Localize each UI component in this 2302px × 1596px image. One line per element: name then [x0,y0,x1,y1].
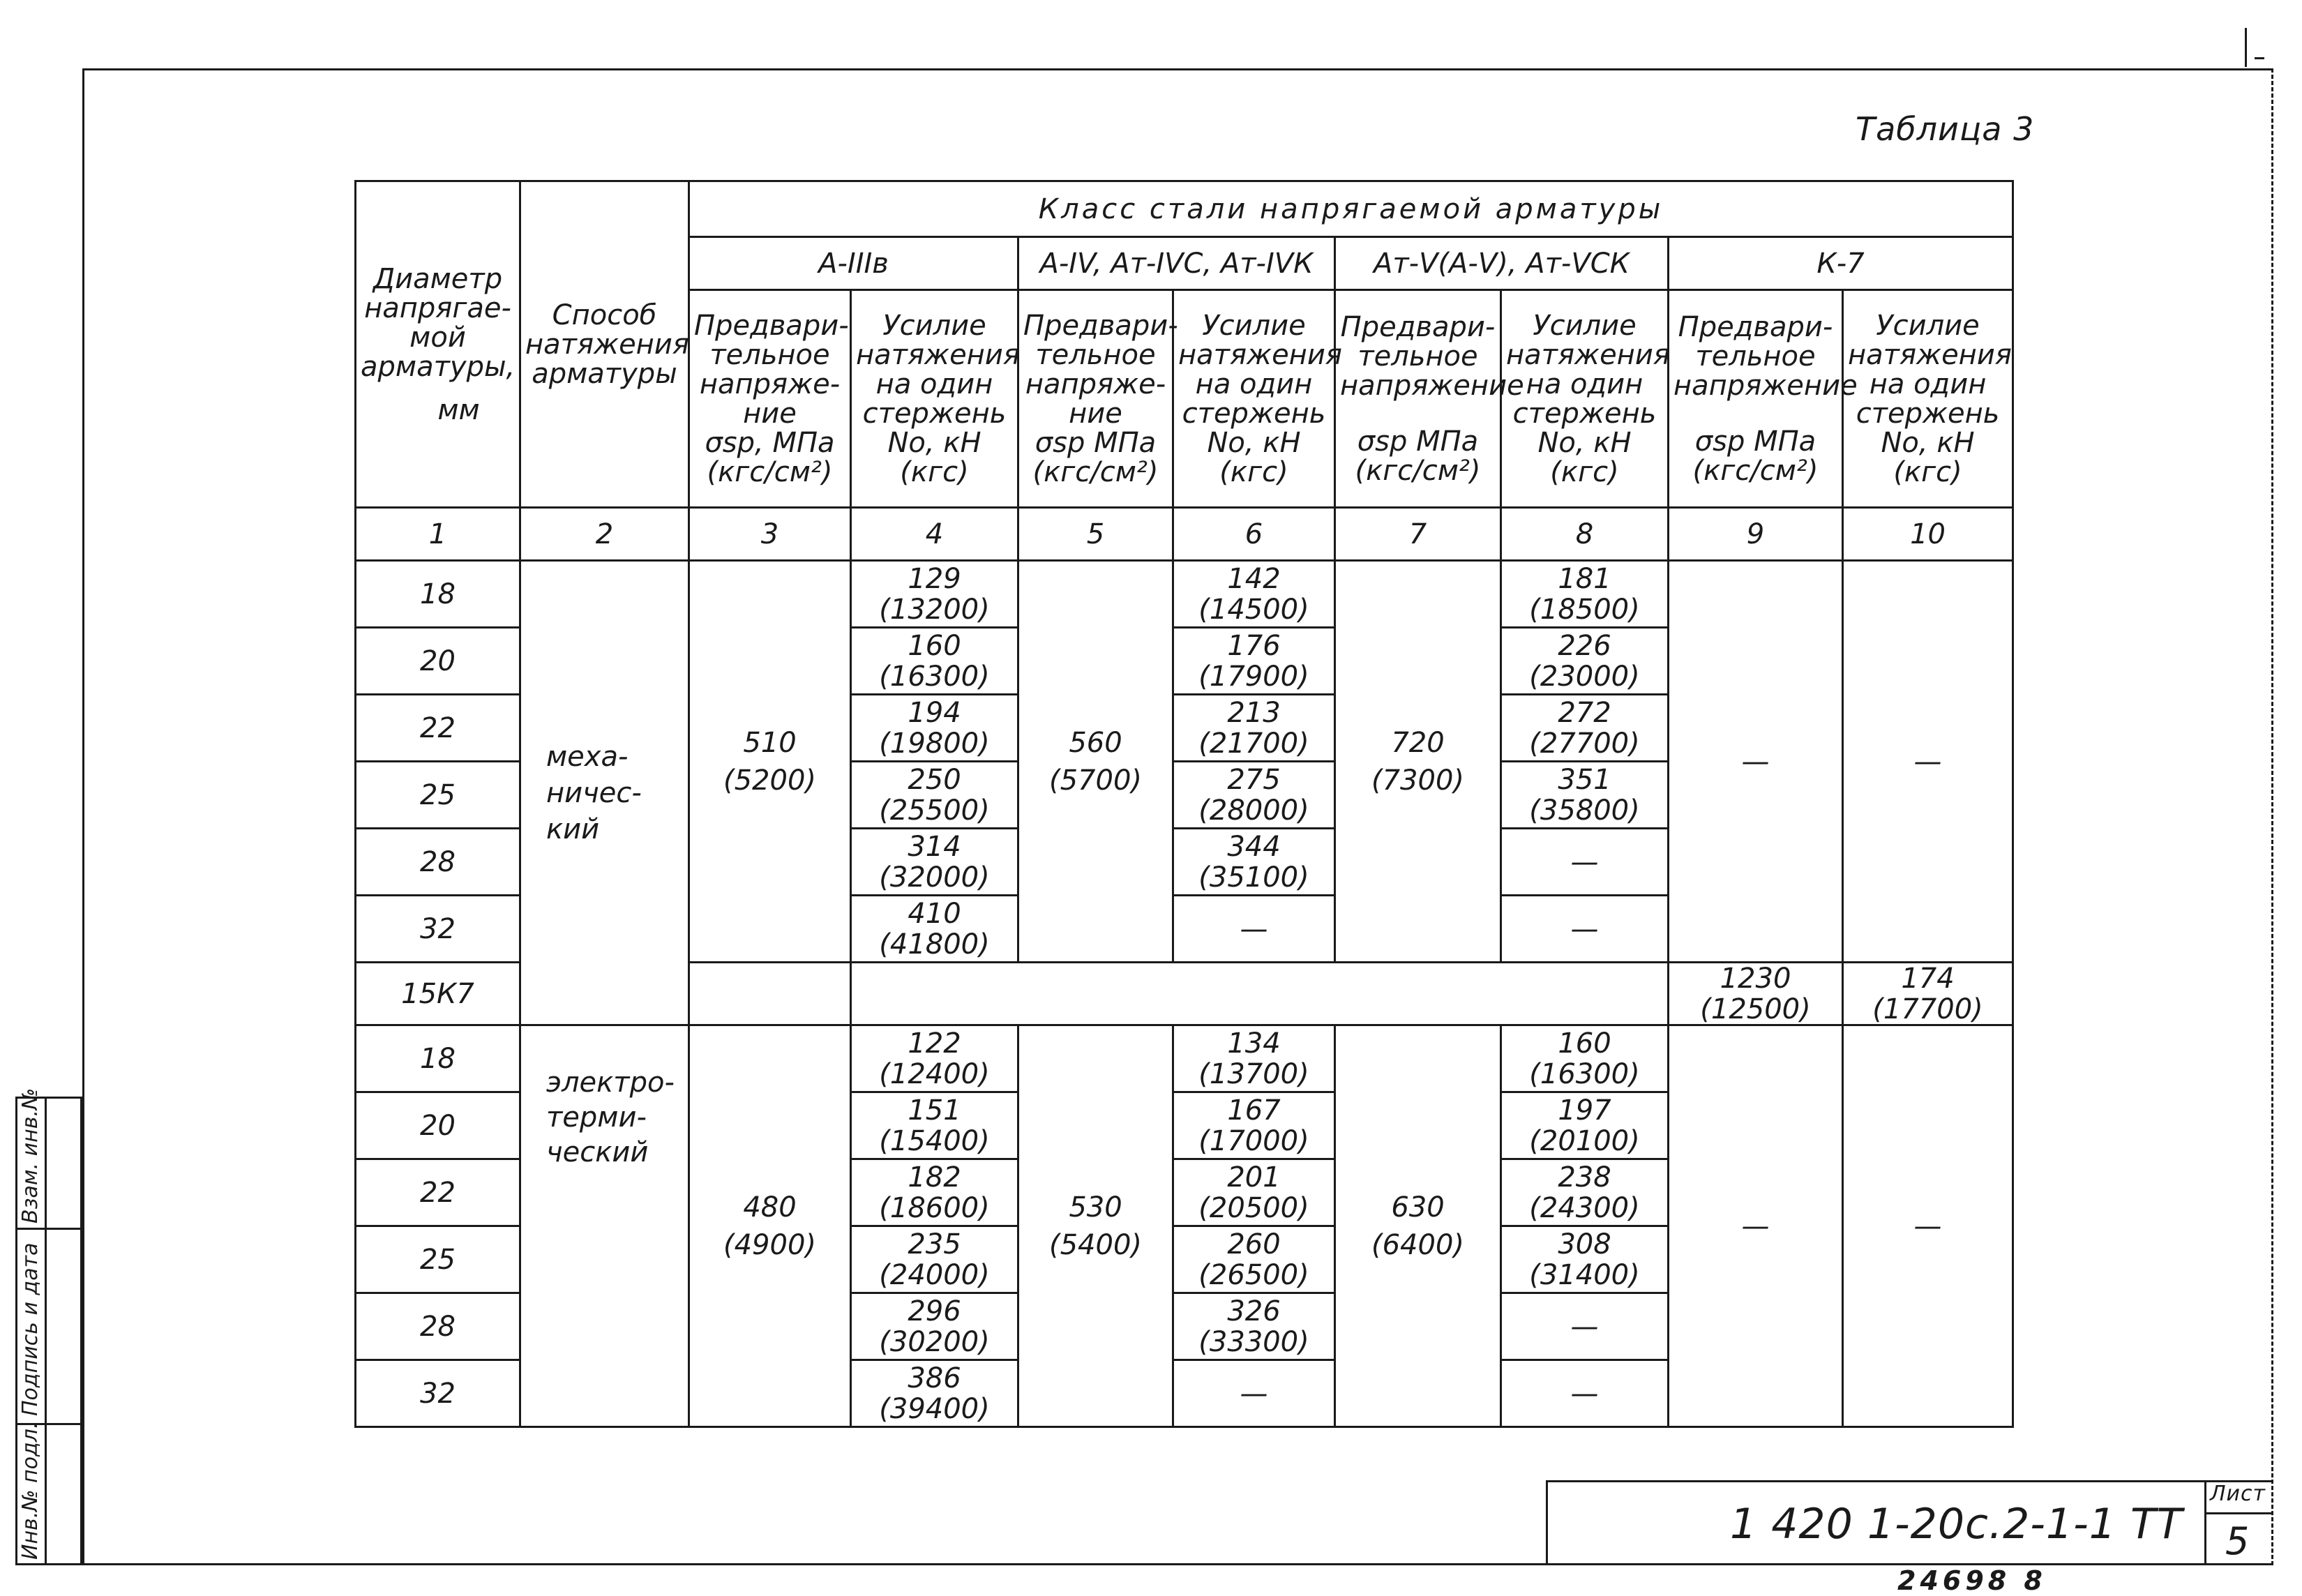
side-panel-divider [45,1097,47,1565]
header-group-a5: Ат-V(А-V), Ат-VСК [1335,237,1669,290]
k7-stress-dash: — [1669,561,1843,963]
header-a4-force: Усилие натяжения на один стержень No, кН (кгс) [1173,290,1335,508]
a3-force-cell: 151 (15400) [851,1092,1018,1159]
a5-stress-mechanical: 720 (7300) [1335,561,1501,963]
a5-force-cell: 272 (27700) [1501,695,1669,762]
a4-force-cell: 167 (17000) [1173,1092,1335,1159]
a4-stress-electrothermal: 530 (5400) [1018,1025,1173,1427]
side-panel-row-line [15,1228,82,1230]
a4-force-cell: — [1173,1360,1335,1427]
a5-force-cell: — [1501,1293,1669,1360]
a4-force-cell: 201 (20500) [1173,1159,1335,1226]
corner-mark-dot [2255,57,2264,59]
a5-force-cell: 160 (16300) [1501,1025,1669,1092]
diameter-cell: 20 [356,1092,520,1159]
a4-force-cell: 213 (21700) [1173,695,1335,762]
column-number: 9 [1669,508,1843,561]
side-label-replace-inv: Взам. инв.№ [18,1087,43,1224]
header-a3-stress: Предвари- тельное напряже- ние σsp, МПа (кгс/см²) [689,290,851,508]
diameter-cell: 25 [356,1226,520,1293]
method-mechanical: меха- ничес- кий [520,561,689,1025]
a4-force-cell: 326 (33300) [1173,1293,1335,1360]
header-steel-class: Класс стали напрягаемой арматуры [689,181,2013,237]
a3-force-cell: 250 (25500) [851,762,1018,829]
diameter-cell: 20 [356,628,520,695]
a3-force-cell: 129 (13200) [851,561,1018,628]
diameter-cell: 32 [356,896,520,963]
k7-force-dash: — [1843,561,2013,963]
column-number: 6 [1173,508,1335,561]
a5-force-cell: — [1501,1360,1669,1427]
corner-mark [2245,28,2247,67]
diameter-cell: 28 [356,1293,520,1360]
a3-force-cell: 296 (30200) [851,1293,1018,1360]
diameter-cell: 18 [356,561,520,628]
a4-force-cell: 134 (13700) [1173,1025,1335,1092]
a3-stress-electrothermal: 480 (4900) [689,1025,851,1427]
k7-force-cell: 174 (17700) [1843,963,2013,1025]
header-a4-stress: Предвари- тельное напряже- ние σsp МПа (кгс/см²) [1018,290,1173,508]
column-number: 2 [520,508,689,561]
diameter-cell: 25 [356,762,520,829]
diameter-cell: 32 [356,1360,520,1427]
diameter-cell: 18 [356,1025,520,1092]
a5-force-cell: 308 (31400) [1501,1226,1669,1293]
prestress-table [354,180,2014,1428]
a4-force-cell: 142 (14500) [1173,561,1335,628]
a3-force-cell: 410 (41800) [851,896,1018,963]
header-a5-force: Усилие натяжения на один стержень No, кН (кгс) [1501,290,1669,508]
a5-force-cell: 226 (23000) [1501,628,1669,695]
header-a5-stress: Предвари- тельное напряжение σsp МПа (кгс/см²) [1335,290,1501,508]
a4-force-cell: 275 (28000) [1173,762,1335,829]
header-method: Способ натяжения арматуры [520,181,689,508]
header-group-k7: К-7 [1669,237,2013,290]
side-label-inv-orig: Инв.№ подл. [18,1422,43,1560]
a5-force-cell: 181 (18500) [1501,561,1669,628]
a3-force-cell: 386 (39400) [851,1360,1018,1427]
header-group-a3: А-IIIв [689,237,1018,290]
column-number: 1 [356,508,520,561]
a5-stress-electrothermal: 630 (6400) [1335,1025,1501,1427]
k7-stress-dash: — [1669,1025,1843,1427]
column-number: 5 [1018,508,1173,561]
header-a3-force: Усилие натяжения на один стержень No, кН (кгс) [851,290,1018,508]
a3-stress-k7-empty [689,963,851,1025]
a4-force-cell: 176 (17900) [1173,628,1335,695]
a5-force-cell: — [1501,896,1669,963]
header-group-a4: А-IV, Ат-IVС, Ат-IVК [1018,237,1335,290]
diameter-cell: 22 [356,1159,520,1226]
method-electrothermal: электро- терми- ческий [520,1025,689,1427]
a3-force-cell: 160 (16300) [851,628,1018,695]
a3-force-cell: 194 (19800) [851,695,1018,762]
column-number: 3 [689,508,851,561]
k7-row-empty [851,963,1669,1025]
sheet-label: Лист [2210,1482,2266,1506]
header-diameter: Диаметр напрягае- мой арматуры, мм [356,181,520,508]
column-number: 8 [1501,508,1669,561]
diameter-cell-k7: 15К7 [356,963,520,1025]
table-title: Таблица 3 [1856,110,2035,148]
diameter-cell: 28 [356,829,520,896]
a5-force-cell: 351 (35800) [1501,762,1669,829]
a4-force-cell: 344 (35100) [1173,829,1335,896]
a3-force-cell: 122 (12400) [851,1025,1018,1092]
a4-stress-mechanical: 560 (5700) [1018,561,1173,963]
sheet-right-edge [2271,68,2274,1565]
a3-force-cell: 314 (32000) [851,829,1018,896]
header-k7-stress: Предвари- тельное напряжение σsp МПа (кгс/см²) [1669,290,1843,508]
sheet-number: 5 [2225,1519,2250,1563]
sheet-number-divider [2204,1512,2271,1514]
a3-stress-mechanical: 510 (5200) [689,561,851,963]
k7-force-dash: — [1843,1025,2013,1427]
column-number: 7 [1335,508,1501,561]
side-label-signature-date: Подпись и дата [18,1242,43,1416]
k7-stress-cell: 1230 (12500) [1669,963,1843,1025]
a4-force-cell: 260 (26500) [1173,1226,1335,1293]
document-code: 1 420 1-20с.2-1-1 ТТ [1730,1500,2183,1549]
column-number: 4 [851,508,1018,561]
a5-force-cell: 238 (24300) [1501,1159,1669,1226]
header-k7-force: Усилие натяжения на один стержень No, кН (кгс) [1843,290,2013,508]
a5-force-cell: — [1501,829,1669,896]
a4-force-cell: — [1173,896,1335,963]
a3-force-cell: 182 (18600) [851,1159,1018,1226]
diameter-cell: 22 [356,695,520,762]
column-number: 10 [1843,508,2013,561]
inventory-number: 24698 8 [1897,1565,2047,1596]
a5-force-cell: 197 (20100) [1501,1092,1669,1159]
a3-force-cell: 235 (24000) [851,1226,1018,1293]
